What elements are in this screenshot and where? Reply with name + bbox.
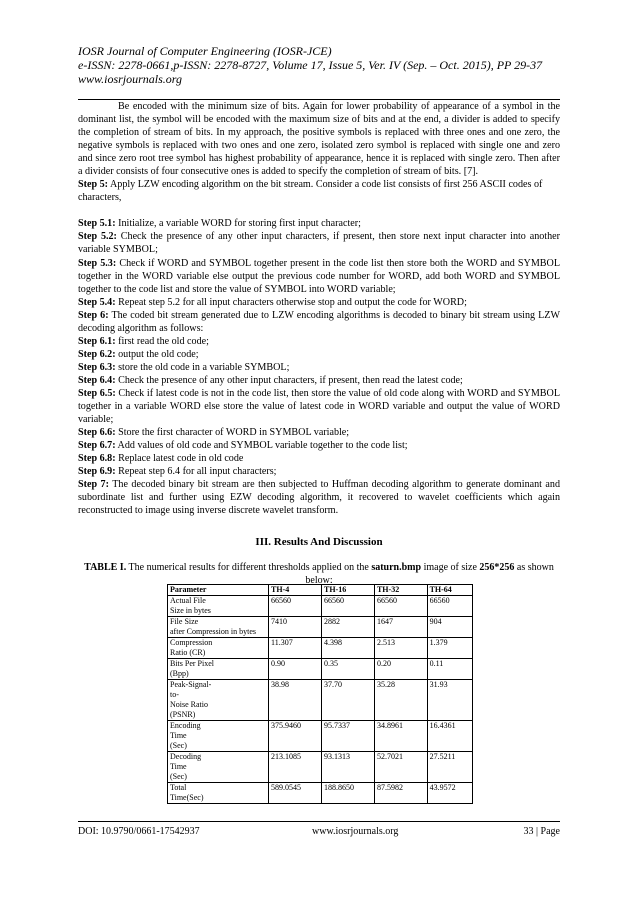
step-item bbox=[78, 217, 560, 230]
caption-text: image of size bbox=[421, 562, 480, 573]
value-cell: 95.7337 bbox=[321, 721, 374, 752]
value-cell: 2.513 bbox=[374, 638, 427, 659]
step-text: Add values of old code and SYMBOL variable together to the code list; bbox=[115, 440, 408, 452]
step-label: Step 6.1: bbox=[78, 335, 116, 347]
step-item bbox=[78, 230, 560, 256]
value-cell: 11.307 bbox=[269, 638, 322, 659]
table-header-row bbox=[168, 585, 473, 596]
parameter-cell bbox=[168, 596, 269, 617]
caption-image-name: saturn.bmp bbox=[371, 562, 422, 573]
journal-website: www.iosrjournals.org bbox=[78, 72, 183, 86]
step-label: Step 6.4: bbox=[78, 374, 116, 386]
value-cell: 34.8961 bbox=[374, 721, 427, 752]
step-item bbox=[78, 348, 560, 361]
value-cell: 0.90 bbox=[269, 659, 322, 680]
caption-text: as shown below: bbox=[305, 562, 554, 586]
parameter-cell bbox=[168, 659, 269, 680]
step-text: Repeat step 6.4 for all input characters; bbox=[115, 466, 277, 478]
value-cell: 904 bbox=[427, 617, 472, 638]
footer-website: www.iosrjournals.org bbox=[312, 826, 399, 837]
parameter-line: Time bbox=[170, 762, 187, 771]
step-text: Check the presence of any other input characters, if present, then read the latest code; bbox=[115, 374, 463, 386]
table-row bbox=[168, 680, 473, 721]
step-text: store the old code in a variable SYMBOL; bbox=[115, 361, 290, 373]
page-number: 33 | Page bbox=[523, 826, 560, 837]
value-cell: 1647 bbox=[374, 617, 427, 638]
journal-title: IOSR Journal of Computer Engineering (IOSR-JCE) bbox=[78, 44, 332, 58]
step-5 bbox=[78, 178, 560, 191]
parameter-line: (Sec) bbox=[170, 772, 187, 781]
table-row bbox=[168, 721, 473, 752]
step-item bbox=[78, 426, 560, 439]
parameter-line: Size in bytes bbox=[170, 606, 211, 615]
value-cell: 589.0545 bbox=[269, 783, 322, 804]
step-text: Check the presence of any other input characters, if present, then store next input character into another variable SYMBOL; bbox=[78, 231, 560, 256]
step-item bbox=[78, 257, 560, 296]
step-5-continuation: characters, bbox=[78, 192, 122, 204]
parameter-line: to- bbox=[170, 690, 179, 699]
table-body bbox=[168, 596, 473, 804]
value-cell: 31.93 bbox=[427, 680, 472, 721]
step-item bbox=[78, 465, 560, 478]
step-label: Step 5.4: bbox=[78, 296, 116, 308]
caption-label: TABLE I. bbox=[84, 562, 127, 573]
parameter-cell bbox=[168, 721, 269, 752]
parameter-line: Bits Per Pixel bbox=[170, 659, 215, 668]
column-header: TH-16 bbox=[321, 585, 374, 596]
step-item bbox=[78, 335, 560, 348]
value-cell: 43.9572 bbox=[427, 783, 472, 804]
parameter-cell bbox=[168, 783, 269, 804]
step-label: Step 6.9: bbox=[78, 466, 116, 478]
step-item bbox=[78, 439, 560, 452]
step-text: Check if WORD and SYMBOL together present in the code list then store both the WORD and SYMBOL together in the WORD variable else output the previous code number for WORD, add both WORD and SYMBOL together to the code list and store the value of SYMBOL into WORD variable; bbox=[78, 257, 560, 295]
value-cell: 87.5982 bbox=[374, 783, 427, 804]
step-item bbox=[78, 309, 560, 335]
caption-size: 256*256 bbox=[479, 562, 515, 573]
column-header: TH-32 bbox=[374, 585, 427, 596]
step-label: Step 7: bbox=[78, 479, 109, 491]
value-cell: 16.4361 bbox=[427, 721, 472, 752]
step-text: Apply LZW encoding algorithm on the bit stream. Consider a code list consists of first 256 ASCII codes of bbox=[108, 179, 543, 191]
value-cell: 7410 bbox=[269, 617, 322, 638]
step-item bbox=[78, 361, 560, 374]
parameter-line: Peak-Signal- bbox=[170, 680, 212, 689]
table-row bbox=[168, 783, 473, 804]
parameter-line: Decoding bbox=[170, 752, 202, 761]
value-cell: 66560 bbox=[427, 596, 472, 617]
parameter-line: (PSNR) bbox=[170, 710, 196, 719]
value-cell: 213.1085 bbox=[269, 752, 322, 783]
value-cell: 188.8650 bbox=[321, 783, 374, 804]
step-text: Check if latest code is not in the code list, then store the value of old code along with WORD and SYMBOL together in a variable WORD else store the value of latest code in WORD variable and output the value of WORD variable; bbox=[78, 387, 560, 426]
table-row bbox=[168, 596, 473, 617]
journal-header bbox=[78, 44, 568, 86]
journal-issn: e-ISSN: 2278-0661,p-ISSN: 2278-8727, Volume 17, Issue 5, Ver. IV (Sep. – Oct. 2015), PP 29-37 bbox=[78, 58, 543, 72]
parameter-line: (Sec) bbox=[170, 741, 187, 750]
value-cell: 1.379 bbox=[427, 638, 472, 659]
column-header: Parameter bbox=[168, 585, 269, 596]
step-item bbox=[78, 387, 560, 426]
step-list bbox=[78, 217, 560, 517]
value-cell: 0.11 bbox=[427, 659, 472, 680]
section-title: III. Results And Discussion bbox=[255, 536, 383, 548]
parameter-cell bbox=[168, 680, 269, 721]
spacer bbox=[78, 204, 560, 217]
value-cell: 66560 bbox=[269, 596, 322, 617]
step-text: Repeat step 5.2 for all input characters otherwise stop and output the code for WORD; bbox=[115, 296, 467, 308]
table-row bbox=[168, 659, 473, 680]
step-label: Step 6.5: bbox=[78, 387, 116, 399]
parameter-line: File Size bbox=[170, 617, 199, 626]
step-label: Step 6.8: bbox=[78, 453, 116, 465]
value-cell: 93.1313 bbox=[321, 752, 374, 783]
value-cell: 66560 bbox=[374, 596, 427, 617]
step-text: Store the first character of WORD in SYMBOL variable; bbox=[115, 427, 350, 439]
step-item bbox=[78, 296, 560, 309]
step-label: Step 6.3: bbox=[78, 361, 116, 373]
value-cell: 35.28 bbox=[374, 680, 427, 721]
parameter-line: Actual File bbox=[170, 596, 206, 605]
value-cell: 66560 bbox=[321, 596, 374, 617]
value-cell: 38.98 bbox=[269, 680, 322, 721]
step-text: output the old code; bbox=[115, 348, 199, 360]
step-label: Step 5: bbox=[78, 179, 109, 191]
value-cell: 2882 bbox=[321, 617, 374, 638]
value-cell: 52.7021 bbox=[374, 752, 427, 783]
step-label: Step 6: bbox=[78, 309, 109, 321]
step-item bbox=[78, 452, 560, 465]
value-cell: 375.9460 bbox=[269, 721, 322, 752]
parameter-line: Time bbox=[170, 731, 187, 740]
value-cell: 37.70 bbox=[321, 680, 374, 721]
step-label: Step 5.3: bbox=[78, 257, 117, 269]
parameter-line: Encoding bbox=[170, 721, 201, 730]
step-label: Step 6.6: bbox=[78, 427, 116, 439]
results-table bbox=[167, 584, 473, 804]
parameter-line: Ratio (CR) bbox=[170, 648, 206, 657]
column-header: TH-4 bbox=[269, 585, 322, 596]
table-row bbox=[168, 752, 473, 783]
parameter-line: Compression bbox=[170, 638, 213, 647]
parameter-line: Noise Ratio bbox=[170, 700, 208, 709]
column-header: TH-64 bbox=[427, 585, 472, 596]
step-label: Step 6.7: bbox=[78, 440, 116, 452]
value-cell: 0.20 bbox=[374, 659, 427, 680]
step-text: The coded bit stream generated due to LZW encoding algorithms is decoded to binary bit stream using LZW decoding algorithm as follows: bbox=[78, 309, 560, 334]
parameter-cell bbox=[168, 617, 269, 638]
table-row bbox=[168, 617, 473, 638]
parameter-line: (Bpp) bbox=[170, 669, 189, 678]
table-row bbox=[168, 638, 473, 659]
paragraph: Be encoded with the minimum size of bits. Again for lower probability of appearance of a symbol in the dominant list, the symbol will be encoded with the maximum size of bits and at the end, a divider is added to specify the completion of stream of bits. In my approach, the positive symbols is replaced with three ones and one zero, the negative symbols is replaced with two ones and one zero, isolated zero symbol is replaced with single one and zero and since zero root tree symbol has highest probability of appearance, hence it is replaced with single zero. Then after a divider consists of four consecutive ones is added to specify the completion of stream of bits. [7]. bbox=[78, 101, 560, 178]
step-label: Step 6.2: bbox=[78, 348, 116, 360]
value-cell: 4.398 bbox=[321, 638, 374, 659]
step-item bbox=[78, 374, 560, 387]
step-label: Step 5.2: bbox=[78, 231, 117, 243]
parameter-line: after Compression in bytes bbox=[170, 627, 256, 636]
parameter-line: Time(Sec) bbox=[170, 793, 204, 802]
step-text: Replace latest code in old code bbox=[115, 453, 244, 465]
caption-text: The numerical results for different thresholds applied on the bbox=[126, 562, 372, 573]
value-cell: 0.35 bbox=[321, 659, 374, 680]
step-text: first read the old code; bbox=[115, 335, 209, 347]
step-label: Step 5.1: bbox=[78, 218, 116, 230]
value-cell: 27.5211 bbox=[427, 752, 472, 783]
step-item bbox=[78, 478, 560, 517]
doi: DOI: 10.9790/0661-17542937 bbox=[78, 826, 200, 837]
parameter-line: Total bbox=[170, 783, 187, 792]
footer-rule bbox=[78, 821, 560, 822]
step-text: The decoded binary bit stream are then subjected to Huffman decoding algorithm to generate dominant and subordinate list and further using EZW decoding algorithm, it recovered to wavelet coefficients which again reconstructed to image using inverse discrete wavelet transform. bbox=[78, 479, 560, 517]
step-text: Initialize, a variable WORD for storing first input character; bbox=[115, 218, 361, 230]
body-text bbox=[78, 100, 560, 517]
parameter-cell bbox=[168, 752, 269, 783]
parameter-cell bbox=[168, 638, 269, 659]
